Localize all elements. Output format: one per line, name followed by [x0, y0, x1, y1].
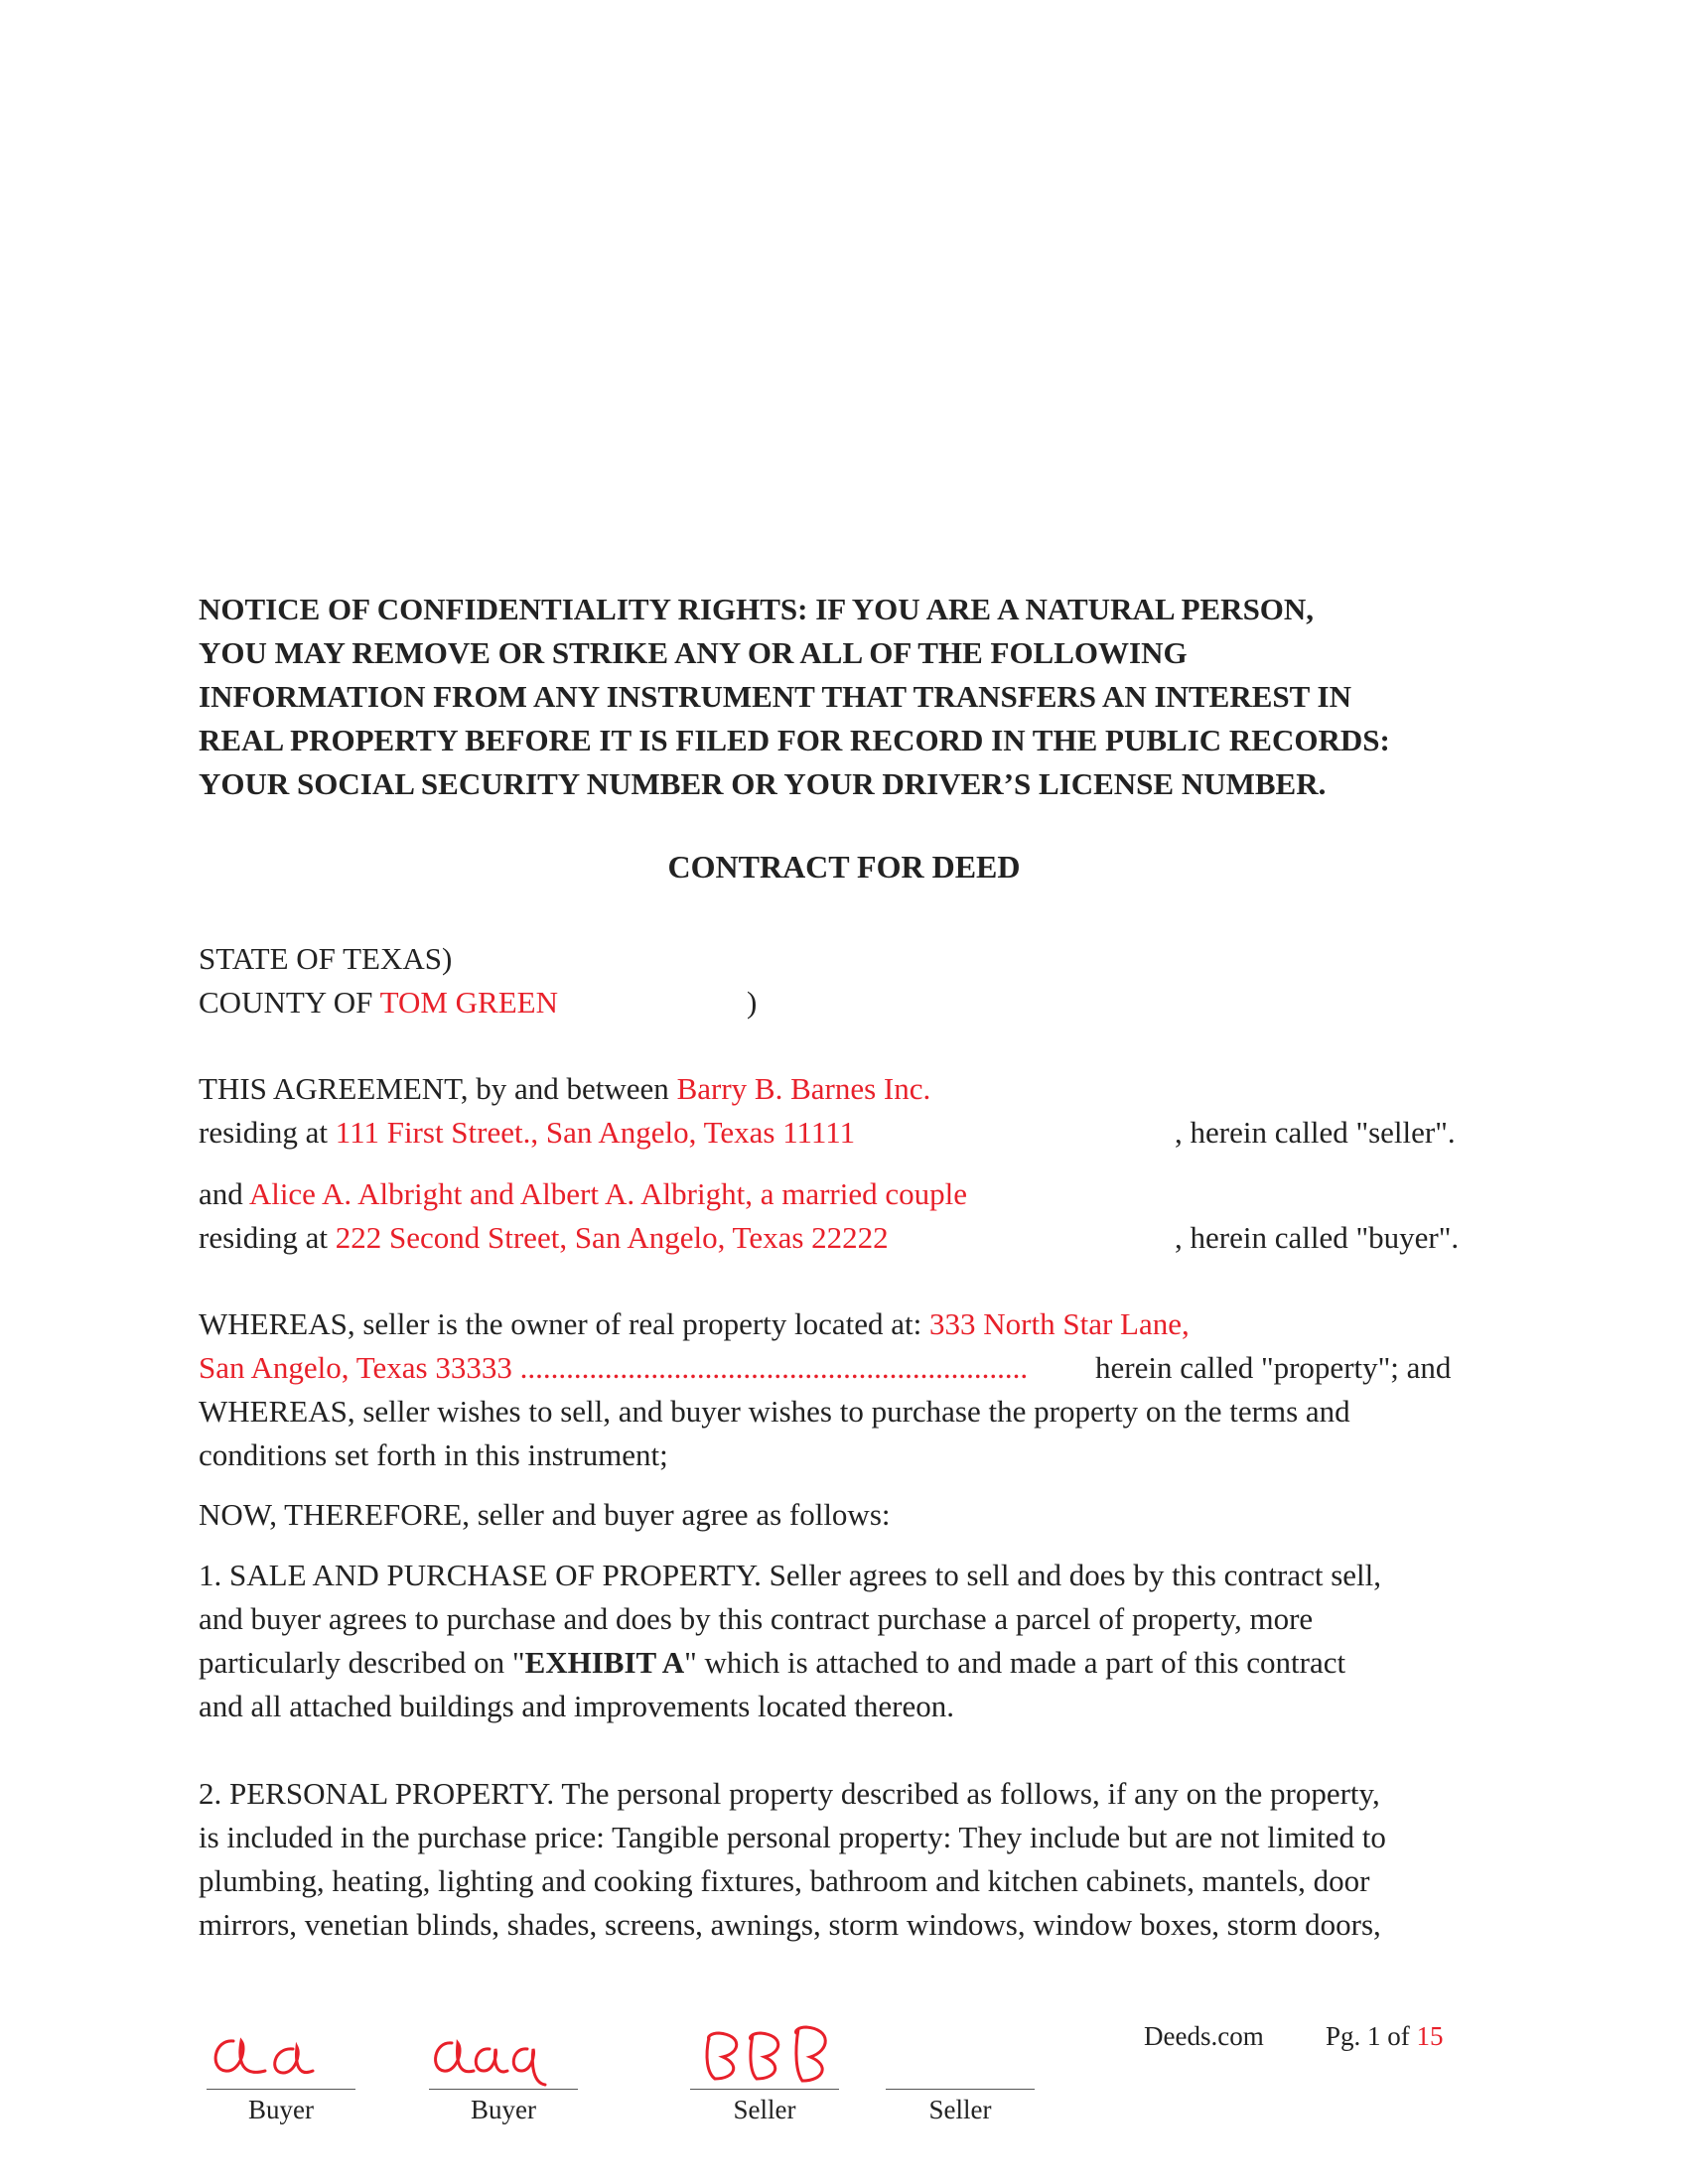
buyer-suffix: , herein called "buyer". [1175, 1220, 1460, 1255]
residing-at-label: residing at [199, 1220, 328, 1255]
and-label: and [199, 1176, 243, 1211]
page-prefix: Pg. 1 of [1326, 2021, 1410, 2051]
text: particularly described on " [199, 1645, 525, 1680]
property-address-1: 333 North Star Lane, [929, 1306, 1190, 1341]
signature-line-2 [429, 2089, 578, 2090]
signature-line-4 [886, 2089, 1035, 2090]
section-1-line: 1. SALE AND PURCHASE OF PROPERTY. Seller agrees to sell and does by this contract sell, [199, 1558, 1382, 1592]
state-line: STATE OF TEXAS) [199, 941, 453, 976]
notice-line: NOTICE OF CONFIDENTIALITY RIGHTS: IF YOU ARE A NATURAL PERSON, [199, 592, 1315, 626]
text: " which is attached to and made a part of this contract [684, 1645, 1346, 1680]
buyer-residence-line [199, 1216, 889, 1260]
exhibit-a-ref: EXHIBIT A [524, 1645, 685, 1680]
property-address-2: San Angelo, Texas 33333 [199, 1350, 512, 1385]
whereas-line-1 [199, 1302, 1190, 1346]
whereas-line-3: WHEREAS, seller wishes to sell, and buyer wishes to purchase the property on the terms and [199, 1394, 1350, 1429]
page-number [1326, 2021, 1444, 2052]
initials-signature-1 [204, 2025, 318, 2093]
signature-label-2: Buyer [471, 2095, 536, 2124]
whereas-line-2 [199, 1346, 1028, 1390]
county-paren: ) [747, 985, 758, 1020]
site-name: Deeds.com [1144, 2021, 1264, 2051]
county-line [199, 981, 558, 1024]
notice-line: INFORMATION FROM ANY INSTRUMENT THAT TRANSFERS AN INTEREST IN [199, 679, 1351, 714]
initials-signature-3 [695, 2017, 844, 2091]
section-1-line [199, 1641, 1489, 1685]
notice-line: YOUR SOCIAL SECURITY NUMBER OR YOUR DRIVER’S LICENSE NUMBER. [199, 766, 1327, 801]
notice-line: YOU MAY REMOVE OR STRIKE ANY OR ALL OF THE FOLLOWING [199, 635, 1188, 670]
confidentiality-notice [199, 588, 1509, 806]
seller-name: Barry B. Barnes Inc. [676, 1071, 931, 1106]
county-prefix: COUNTY OF [199, 985, 373, 1020]
property-dots: .................................................................. [519, 1350, 1029, 1385]
section-2-line: mirrors, venetian blinds, shades, screens, awnings, storm windows, window boxes, storm doors, [199, 1907, 1381, 1942]
whereas-text: WHEREAS, seller is the owner of real property located at: [199, 1306, 922, 1341]
signature-label-3: Seller [733, 2095, 796, 2124]
buyer-address: 222 Second Street, San Angelo, Texas 22222 [335, 1220, 889, 1255]
section-1 [199, 1554, 1489, 1728]
seller-suffix: , herein called "seller". [1175, 1115, 1456, 1150]
document-title: CONTRACT FOR DEED [667, 849, 1021, 885]
buyer-name: Alice A. Albright and Albert A. Albright, a married couple [248, 1176, 967, 1211]
signature-label-1: Buyer [248, 2095, 314, 2124]
signature-line-3 [690, 2089, 839, 2090]
section-2-line: is included in the purchase price: Tangible personal property: They include but are not limited to [199, 1820, 1386, 1854]
signature-label-4: Seller [928, 2095, 992, 2124]
section-1-line: and buyer agrees to purchase and does by this contract purchase a parcel of property, more [199, 1601, 1314, 1636]
agreement-intro-line [199, 1067, 930, 1111]
property-suffix: herein called "property"; and [1095, 1350, 1452, 1385]
agreement-intro: THIS AGREEMENT, by and between [199, 1071, 669, 1106]
section-2-line: 2. PERSONAL PROPERTY. The personal property described as follows, if any on the property, [199, 1776, 1380, 1811]
notice-line: REAL PROPERTY BEFORE IT IS FILED FOR RECORD IN THE PUBLIC RECORDS: [199, 723, 1390, 757]
section-1-line: and all attached buildings and improvements located thereon. [199, 1689, 954, 1723]
now-therefore: NOW, THEREFORE, seller and buyer agree as follows: [199, 1497, 891, 1532]
page-total: 15 [1416, 2021, 1444, 2051]
whereas-line-4: conditions set forth in this instrument; [199, 1437, 668, 1472]
signature-line-1 [207, 2089, 355, 2090]
seller-address: 111 First Street., San Angelo, Texas 11111 [335, 1115, 856, 1150]
section-2-line: plumbing, heating, lighting and cooking fixtures, bathroom and kitchen cabinets, mantels, door [199, 1863, 1370, 1898]
seller-residence-line [199, 1111, 855, 1155]
buyer-line [199, 1172, 967, 1216]
initials-signature-2 [422, 2025, 551, 2093]
section-2 [199, 1772, 1489, 1947]
county-name: TOM GREEN [379, 985, 558, 1020]
residing-at-label: residing at [199, 1115, 328, 1150]
